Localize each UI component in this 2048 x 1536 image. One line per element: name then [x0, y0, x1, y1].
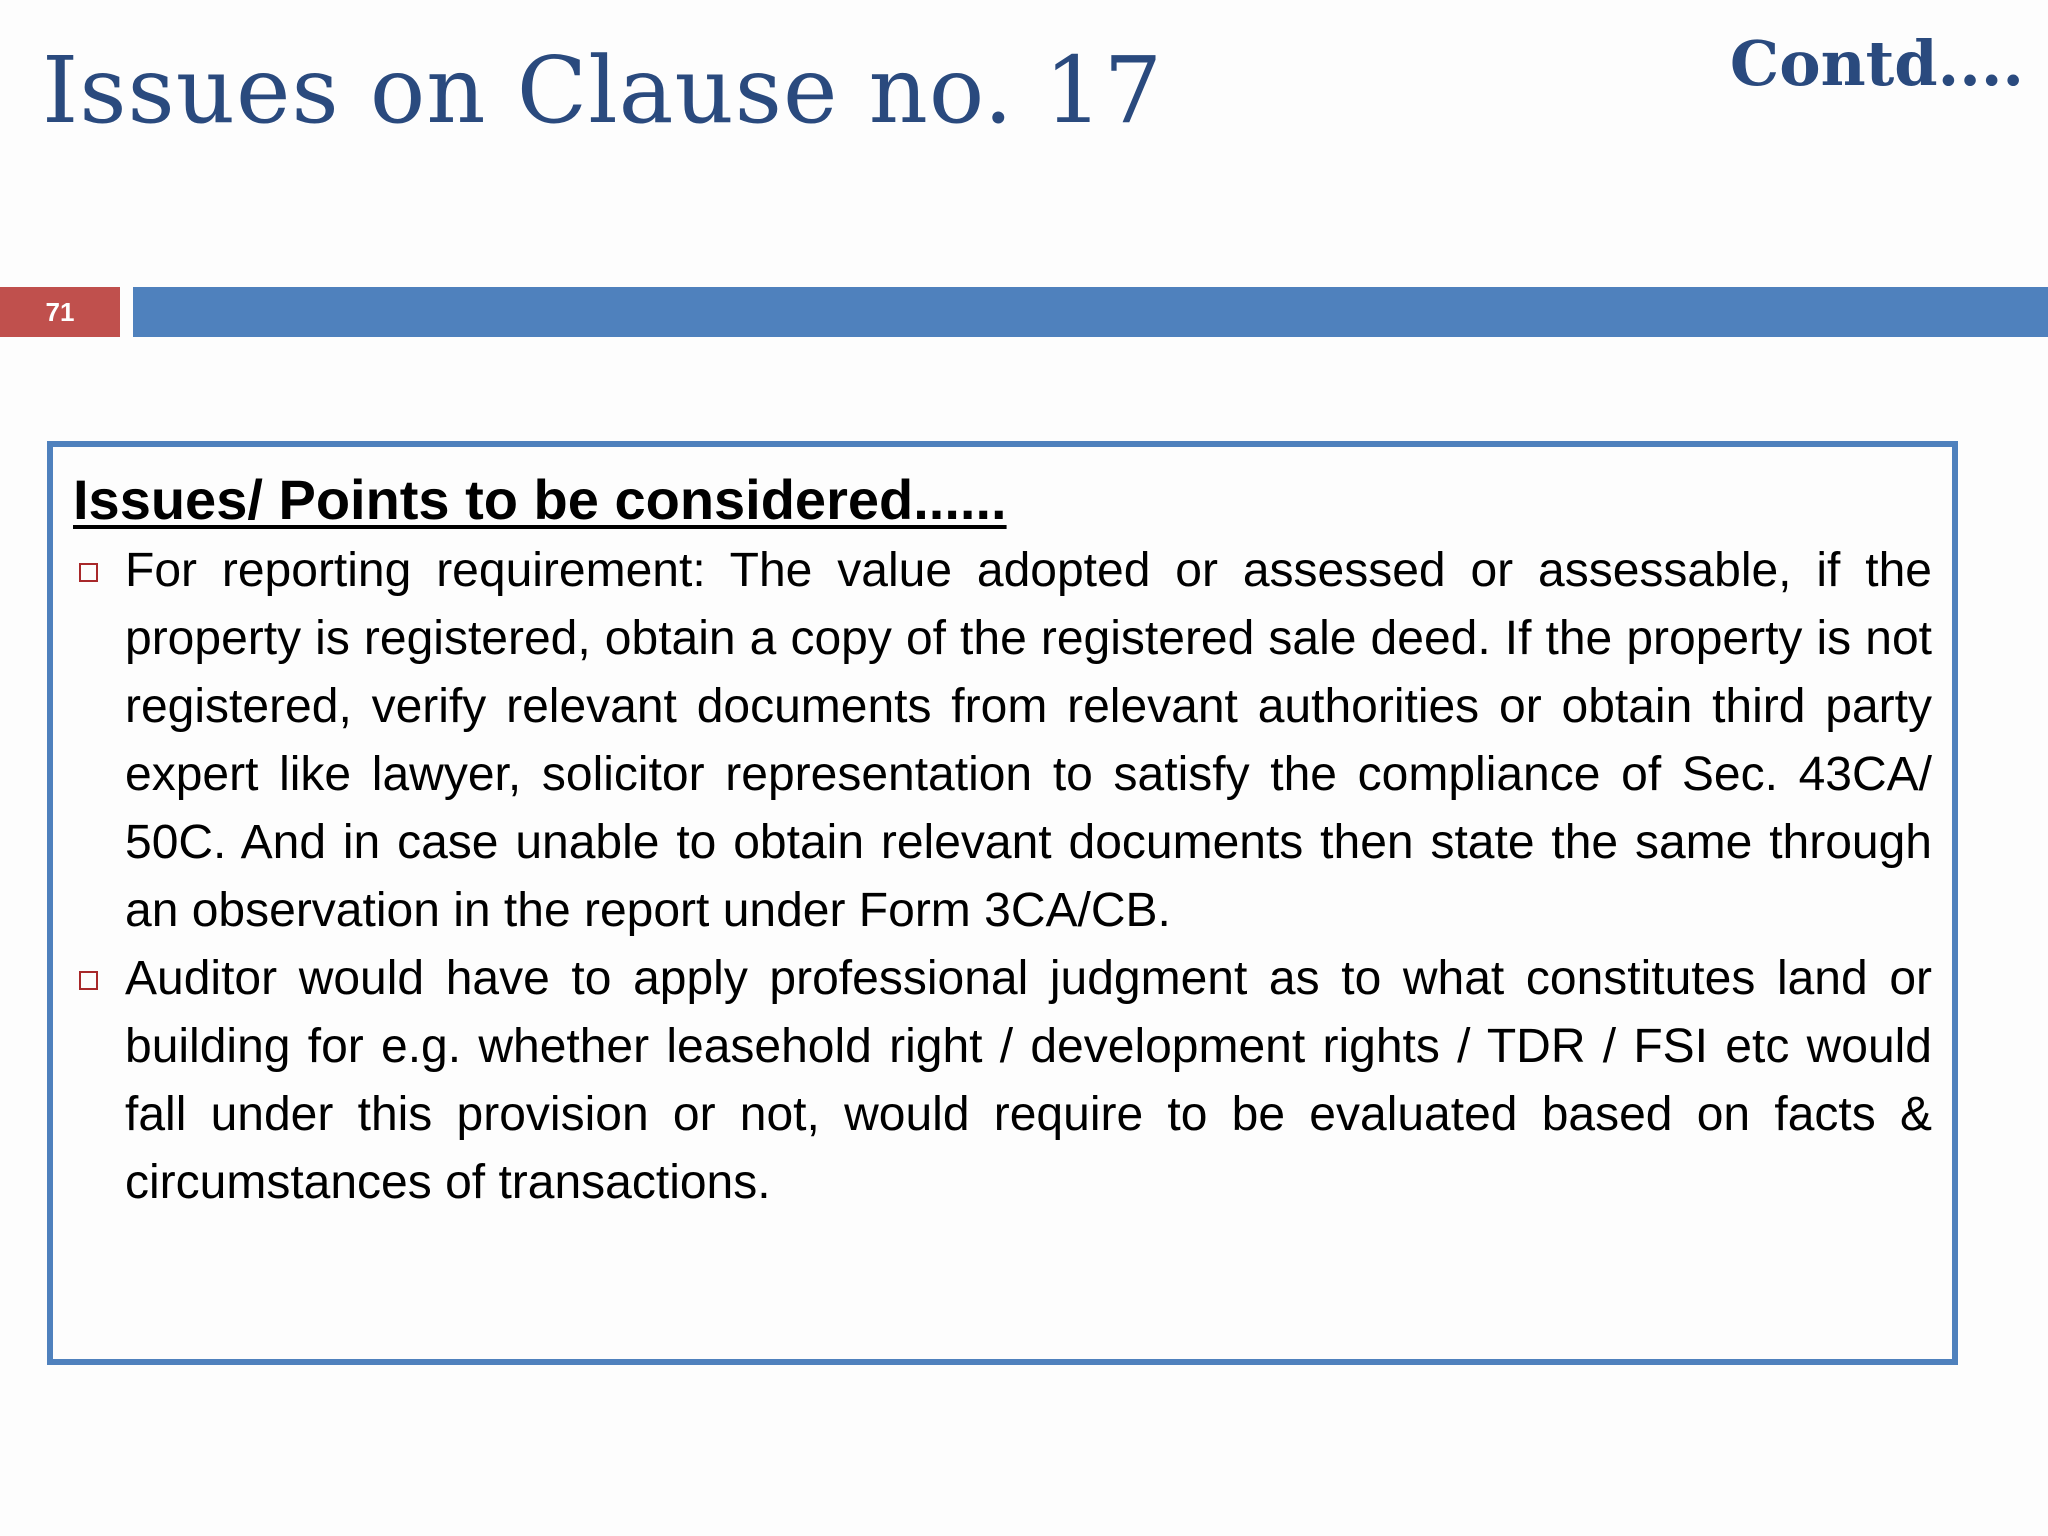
- point-text: For reporting requirement: The value adopted or assessed or assessable, if the property is registered, obtain a copy of the registered sale deed. If the property is not registered, verify relevant documents from relevant authorities or obtain third party expert like lawyer, solicitor representation to satisfy the compliance of Sec. 43CA/ 50C. And in case unable to obtain relevant documents then state the same through an observation in the report under Form 3CA/CB.: [125, 544, 1932, 937]
- content-box: [47, 441, 1958, 1365]
- list-item: [73, 537, 1932, 945]
- square-bullet-icon: [79, 971, 98, 990]
- slide-title: Issues on Clause no. 17: [42, 37, 1164, 144]
- box-heading: Issues/ Points to be considered......: [73, 468, 1007, 531]
- header-accent-bar: [133, 287, 2048, 337]
- point-text: Auditor would have to apply professional judgment as to what constitutes land or building for e.g. whether leasehold right / development rights / TDR / FSI etc would fall under this provision or not, would require to be evaluated based on facts & circumstances of transactions.: [125, 952, 1932, 1209]
- continued-label: Contd....: [1729, 27, 2024, 100]
- square-bullet-icon: [79, 563, 98, 582]
- points-list: [73, 537, 1932, 1217]
- slide-number-badge: 71: [0, 287, 120, 337]
- list-item: [73, 945, 1932, 1217]
